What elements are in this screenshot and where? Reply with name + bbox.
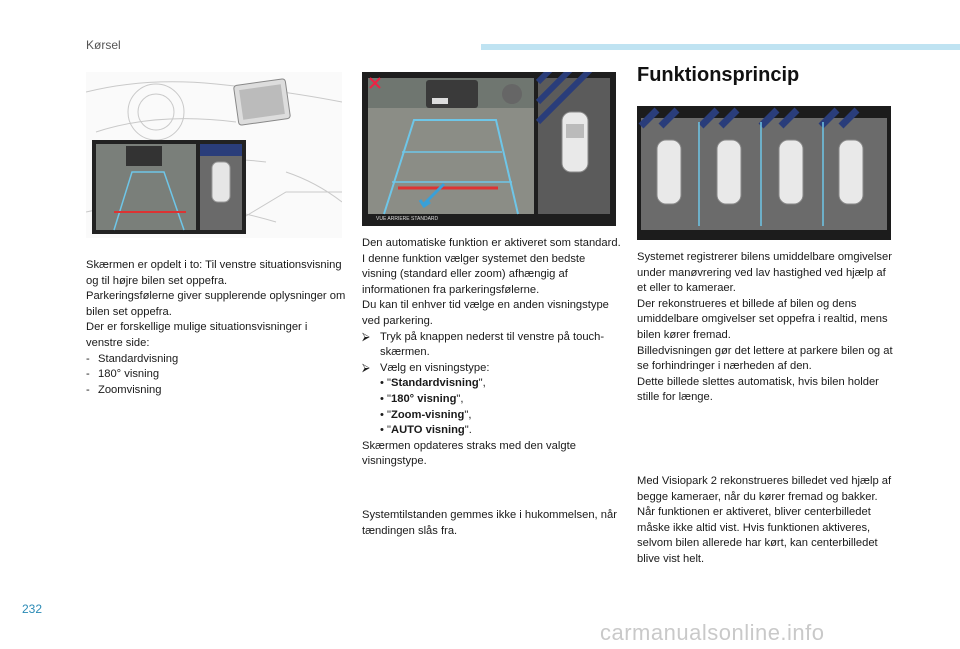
column-3-note [637,474,897,568]
rear-camera-screen [362,72,616,226]
paragraph: Skærmen opdateres straks med den valgte visningstype. [362,439,576,468]
paragraph: Den automatiske funktion er aktiveret som standard. [362,237,621,249]
paragraph: Parkeringsfølerne giver supplerende oplysninger om bilen set oppefra. [86,290,346,318]
figure-caption: VUE ARRIERE STANDARD [376,216,439,222]
paragraph: Dette billede slettes automatisk, hvis bilen holder stille for længe. [637,375,879,404]
paragraph: Der er forskellige mulige situationsvisninger i venstre side: [86,321,308,349]
instruction-step: ⮚ Tryk på knappen nederst til venstre på touch-skærmen. [362,330,605,359]
section-title: Funktionsprincip [637,64,800,86]
list-item: - 180° visning [86,368,160,381]
arrow-icon: ⮚ [362,330,370,343]
paragraph: Billedvisningen gør det lettere at parkere bilen og at se forhindringer i nærheden af den. [637,344,893,373]
list-item: - Zoomvisning [86,383,162,396]
paragraph: Der rekonstrueres et billede af bilen og dens umiddelbare omgivelser set oppefra i realtid, mens bilen kører fremad. [637,297,888,341]
arrow-icon: ⮚ [362,361,370,374]
paragraph: Skærmen er opdelt i to: Til venstre situationsvisning og til højre bilen set oppefra. [86,259,342,287]
paragraph: Med Visiopark 2 rekonstrueres billedet ved hjælp af begge kameraer, når du kører fremad og bakker. [637,475,892,503]
column-1-text [86,258,346,398]
option-item: • "180° visning", [380,392,464,405]
principle-diagram [637,106,891,240]
option-item: • "Standardvisning", [380,377,486,390]
column-2-text [362,236,622,470]
paragraph: Systemtilstanden gemmes ikke i hukommelsen, når tændingen slås fra. [362,509,617,537]
center-screen-drawing [233,79,290,126]
section-header: Kørsel [86,38,121,52]
instruction-step: ⮚ Vælg en visningstype: [362,361,622,377]
watermark-text: carmanualsonline.info [600,620,825,645]
option-item: • "Zoom-visning", [380,408,472,421]
paragraph: Du kan til enhver tid vælge en anden visningstype ved parkering. [362,299,609,327]
list-item: - Standardvisning [86,352,179,365]
dashboard-illustration [86,72,342,238]
page-number: 232 [22,602,43,616]
column-3-text [637,250,897,406]
inset-camera-screen [92,140,246,234]
paragraph: Når funktionen er aktiveret, bliver centerbilledet måske ikke altid vist. Hvis funktionen aktiveres, selvom bilen allerede har kørt, kan centerbilledet blive vist helt. [637,506,878,565]
paragraph: I denne funktion vælger systemet den bedste visning (standard eller zoom) afhængig af informationen fra parkeringsfølerne. [362,252,586,296]
paragraph: Systemet registrerer bilens umiddelbare omgivelser under manøvrering ved lav hastighed ved hjælp af et eller to kameraer. [637,251,892,295]
option-item: • "AUTO visning". [380,424,472,437]
column-2-note [362,508,622,539]
header-accent-bar [481,44,960,50]
